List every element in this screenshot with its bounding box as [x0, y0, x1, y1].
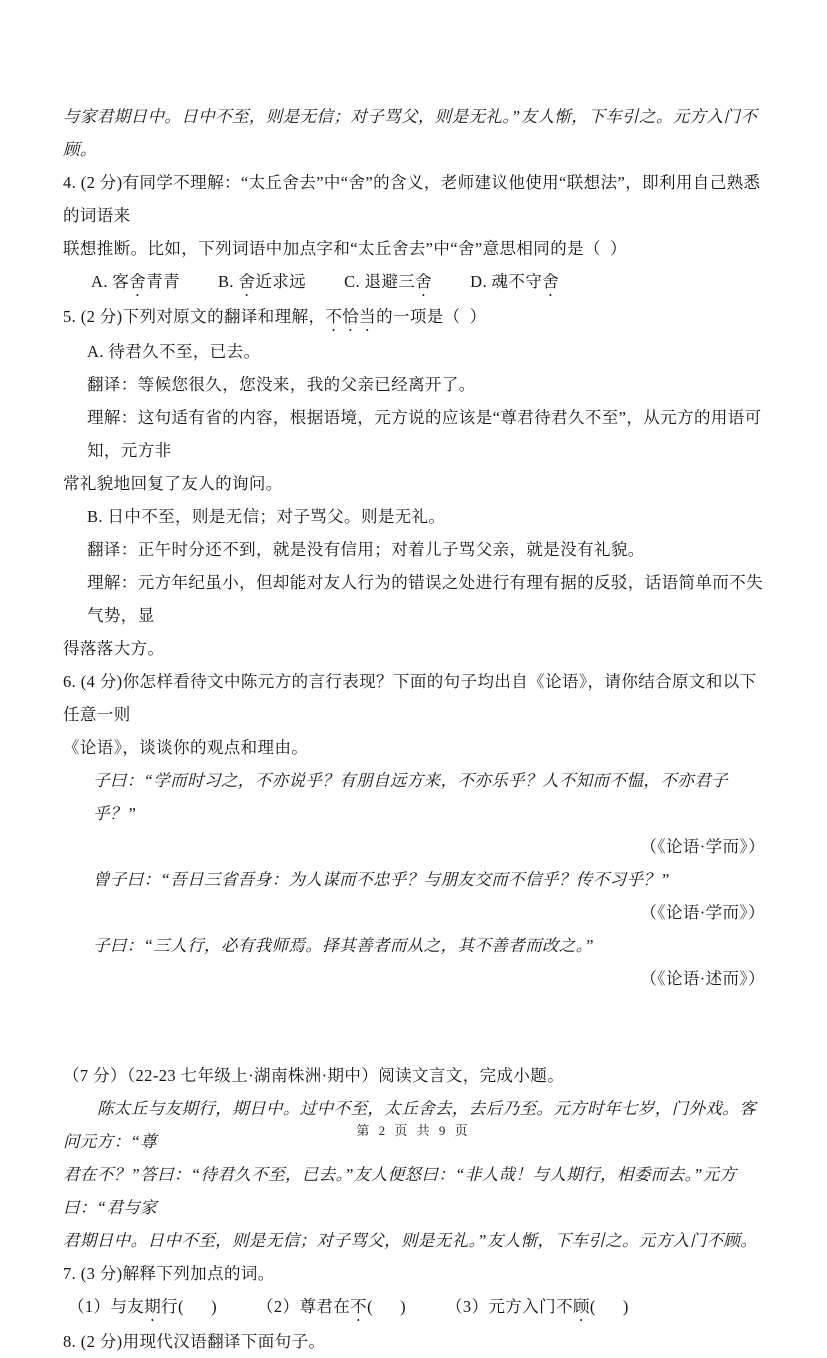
- q5-a-translation: 翻译：等候您很久，您没来，我的父亲已经离开了。: [87, 375, 476, 394]
- option-text: 青青: [146, 272, 180, 291]
- section2-passage-line2: 君在不？”答曰：“待君久不至，已去。”友人便怒曰：“非人哉！与人期行，相委而去。”元方曰：“君与家: [63, 1165, 737, 1217]
- q4-options-row: [63, 265, 765, 300]
- dotted-char: 期: [144, 1297, 162, 1316]
- q5-stem-text: 的一项是（ ）: [376, 307, 487, 326]
- dotted-char: 舍: [129, 272, 147, 291]
- q4-stem-line2: 联想推断。比如，下列词语中加点字和“太丘舍去”中“舍”意思相同的是（ ）: [63, 239, 627, 258]
- q7-item-text: （3）元方入门不: [446, 1297, 573, 1316]
- q4-option-a: [91, 265, 180, 300]
- page-footer: 第 2 页 共 9 页: [356, 1123, 471, 1138]
- dotted-phrase: 不恰当: [325, 307, 377, 326]
- analects-quote-2: 曾子曰：“吾日三省吾身：为人谋而不忠乎？与朋友交而不信乎？传不习乎？”: [93, 870, 670, 889]
- section2-passage-line3: 君期日中。日中不至，则是无信；对子骂父，则是无礼。”友人惭，下车引之。元方入门不顾。: [63, 1231, 758, 1250]
- analects-quote-2-source: （《论语·学而》）: [640, 903, 765, 922]
- q4-option-c: [344, 265, 432, 300]
- q5-option-a: A. 待君久不至，已去。: [87, 342, 261, 361]
- option-text: 魂不守: [491, 272, 543, 291]
- section2-passage-line1: 陈太丘与友期行，期日中。过中不至，太丘舍去，去后乃至。元方时年七岁，门外戏。客问元方：“尊: [63, 1099, 757, 1151]
- option-label: D.: [470, 272, 492, 291]
- analects-quote-3-source: （《论语·述而》）: [640, 969, 765, 988]
- q7-stem: 7. (3 分)解释下列加点的词。: [63, 1264, 275, 1283]
- q7-item-2: [257, 1290, 406, 1325]
- q5-b-interpretation-line2: 得落落大方。: [63, 639, 165, 658]
- option-text: 退避三: [364, 272, 416, 291]
- option-label: B.: [218, 272, 239, 291]
- dotted-char: 舍: [542, 272, 560, 291]
- q7-items-row: [63, 1290, 765, 1325]
- passage-continuation-line: 与家君期日中。日中不至，则是无信；对子骂父，则是无礼。”友人惭，下车引之。元方入门不顾。: [63, 107, 758, 159]
- option-text: 客: [112, 272, 130, 291]
- q8-stem: 8. (2 分)用现代汉语翻译下面句子。: [63, 1332, 326, 1351]
- q7-item-3: [446, 1290, 629, 1325]
- q5-stem: [63, 300, 765, 335]
- q5-b-translation: 翻译：正午时分还不到，就是没有信用；对着儿子骂父亲，就是没有礼貌。: [87, 540, 645, 559]
- dotted-char: 顾: [572, 1297, 590, 1316]
- q7-item-blank: 行( ): [161, 1297, 217, 1316]
- q7-item-text: （2）尊君在: [257, 1297, 351, 1316]
- option-label: A.: [91, 272, 113, 291]
- q5-a-interpretation-line1: 理解：这句适有省的内容，根据语境，元方说的应该是“尊君待君久不至”，从元方的用语可知，元方非: [87, 408, 762, 460]
- dotted-char: 舍: [415, 272, 433, 291]
- option-text: 近求远: [255, 272, 307, 291]
- q6-stem-line1: 6. (4 分)你怎样看待文中陈元方的言行表现？下面的句子均出自《论语》，请你结合原文和以下任意一则: [63, 672, 757, 724]
- q5-stem-text: 5. (2 分)下列对原文的翻译和理解，: [63, 307, 326, 326]
- q5-a-interpretation-line2: 常礼貌地回复了友人的询问。: [63, 474, 283, 493]
- q7-item-blank: ( ): [367, 1297, 407, 1316]
- q4-option-d: [470, 265, 559, 300]
- dotted-char: 舍: [238, 272, 256, 291]
- analects-quote-1-source: （《论语·学而》）: [640, 837, 765, 856]
- analects-quote-1: 子曰：“学而时习之，不亦说乎？有朋自远方来，不亦乐乎？人不知而不愠，不亦君子乎？”: [93, 771, 728, 823]
- dotted-char: 不: [350, 1297, 368, 1316]
- option-label: C.: [344, 272, 365, 291]
- analects-quote-3: 子曰：“三人行，必有我师焉。择其善者而从之，其不善者而改之。”: [93, 936, 595, 955]
- q4-option-b: [218, 265, 306, 300]
- q7-item-1: [68, 1290, 217, 1325]
- q6-stem-line2: 《论语》，谈谈你的观点和理由。: [63, 738, 309, 757]
- q7-item-blank: ( ): [589, 1297, 629, 1316]
- q4-stem-line1: 4. (2 分)有同学不理解：“太丘舍去”中“舍”的含义，老师建议他使用“联想法”，即利用自己熟悉的词语来: [63, 173, 761, 225]
- section2-header: （7 分）（22-23 七年级上·湖南株洲·期中）阅读文言文，完成小题。: [63, 1066, 565, 1085]
- q5-b-interpretation-line1: 理解：元方年纪虽小，但却能对友人行为的错误之处进行有理有据的反驳，话语简单而不失气势，显: [87, 573, 763, 625]
- q7-item-text: （1）与友: [68, 1297, 145, 1316]
- q5-option-b: B. 日中不至，则是无信；对子骂父。则是无礼。: [87, 507, 446, 526]
